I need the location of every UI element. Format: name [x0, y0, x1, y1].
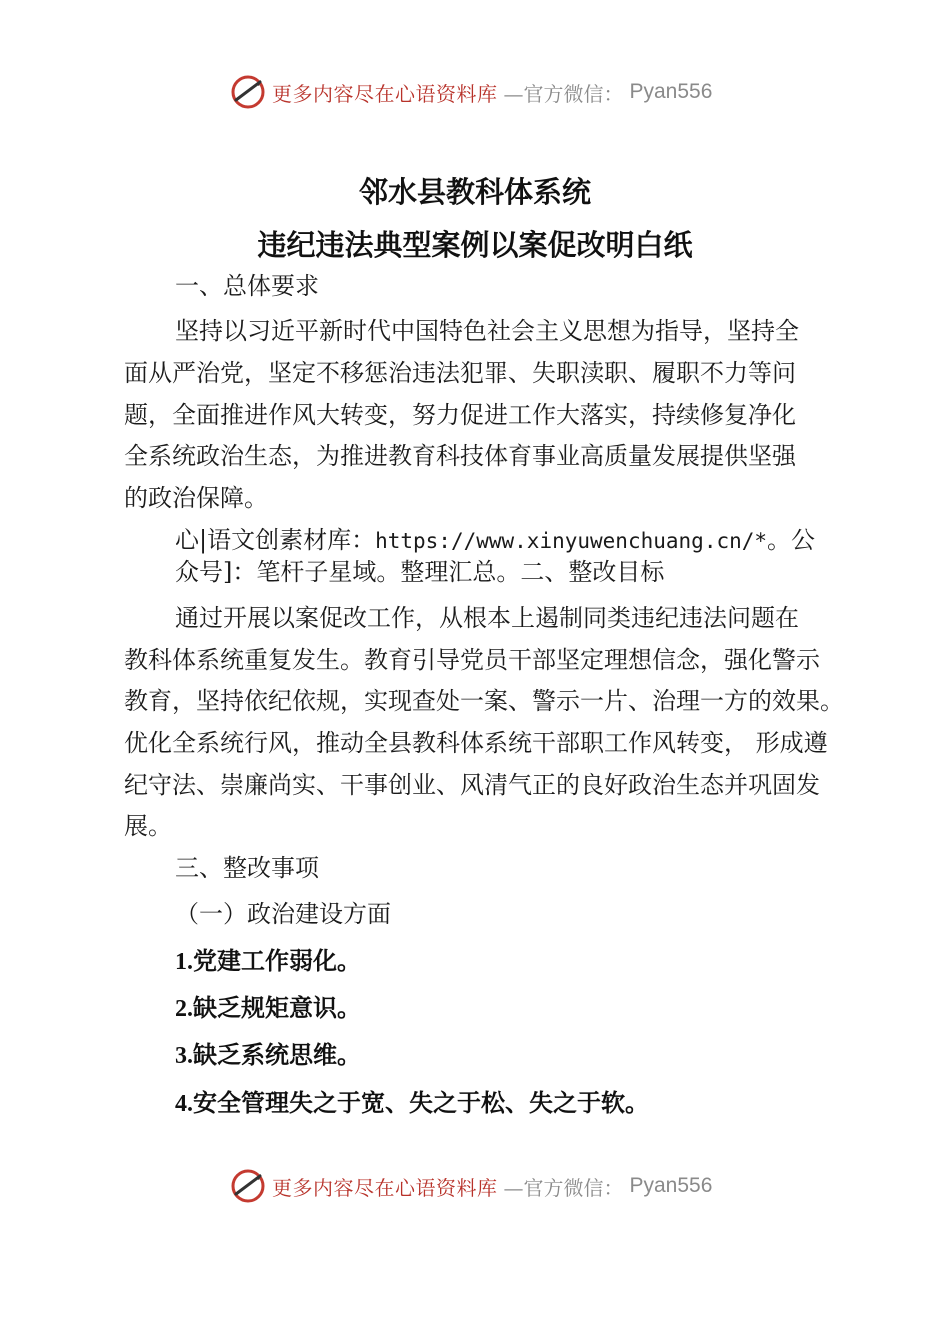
section-heading-overall: 一、总体要求 [175, 272, 319, 300]
paragraph-line: 坚持以习近平新时代中国特色社会主义思想为指导，坚持全 [175, 317, 799, 345]
paragraph-line: 通过开展以案促改工作，从根本上遏制同类违纪违法问题在 [175, 604, 799, 632]
paragraph-line: 题，全面推进作风大转变，努力促进工作大落实，持续修复净化 [124, 401, 796, 429]
document-title: 邻水县教科体系统 [358, 175, 591, 209]
watermark-separator: —官方微信： [503, 81, 624, 106]
source-url: https://www.xinyuwenchuang.cn/* [375, 529, 768, 553]
paragraph-line: 面从严治党，坚定不移惩治违法犯罪、失职渎职、履职不力等问 [124, 359, 796, 387]
paragraph-line: 教育，坚持依纪依规，实现查处一案、警示一片、治理一方的效果。 [124, 687, 844, 715]
watermark-separator: —官方微信： [503, 1175, 624, 1200]
paragraph-line: 纪守法、崇廉尚实、干事创业、风清气正的良好政治生态并巩固发 [124, 771, 820, 799]
list-item: 2.缺乏规矩意识。 [175, 994, 361, 1022]
section-heading-items: 三、整改事项 [175, 854, 319, 882]
paragraph-line: 优化全系统行风，推动全县教科体系统干部职工作风转变， 形成遵 [124, 729, 828, 757]
watermark-wechat-id: Pyan556 [629, 1174, 713, 1197]
footer-watermark [230, 1166, 712, 1206]
list-item: 1.党建工作弱化。 [175, 947, 361, 975]
paragraph-line: 教科体系统重复发生。教育引导党员干部坚定理想信念，强化警示 [124, 646, 820, 674]
header-watermark [230, 72, 712, 112]
document-subtitle: 违纪违法典型案例以案促改明白纸 [257, 228, 693, 262]
paragraph-line: 全系统政治生态，为推进教育科技体育事业高质量发展提供坚强 [124, 442, 796, 470]
paragraph-line: 众号]：笔杆子星域。整理汇总。二、整改目标 [175, 558, 665, 586]
brand-logo-icon [230, 74, 266, 110]
source-note-line [175, 525, 815, 556]
source-note-label: 心|语文创素材库： [175, 526, 376, 554]
source-note-tail: 。公 [767, 526, 816, 554]
list-item: 3.缺乏系统思维。 [175, 1041, 361, 1069]
watermark-brand: 更多内容尽在心语资料库 [272, 81, 498, 106]
list-item: 4.安全管理失之于宽、失之于松、失之于软。 [175, 1089, 649, 1117]
watermark-brand: 更多内容尽在心语资料库 [272, 1175, 498, 1200]
brand-logo-icon [230, 1168, 266, 1204]
paragraph-line: 展。 [124, 812, 172, 840]
subsection-heading: （一）政治建设方面 [175, 900, 391, 928]
paragraph-line: 的政治保障。 [124, 484, 268, 512]
watermark-wechat-id: Pyan556 [629, 80, 713, 103]
